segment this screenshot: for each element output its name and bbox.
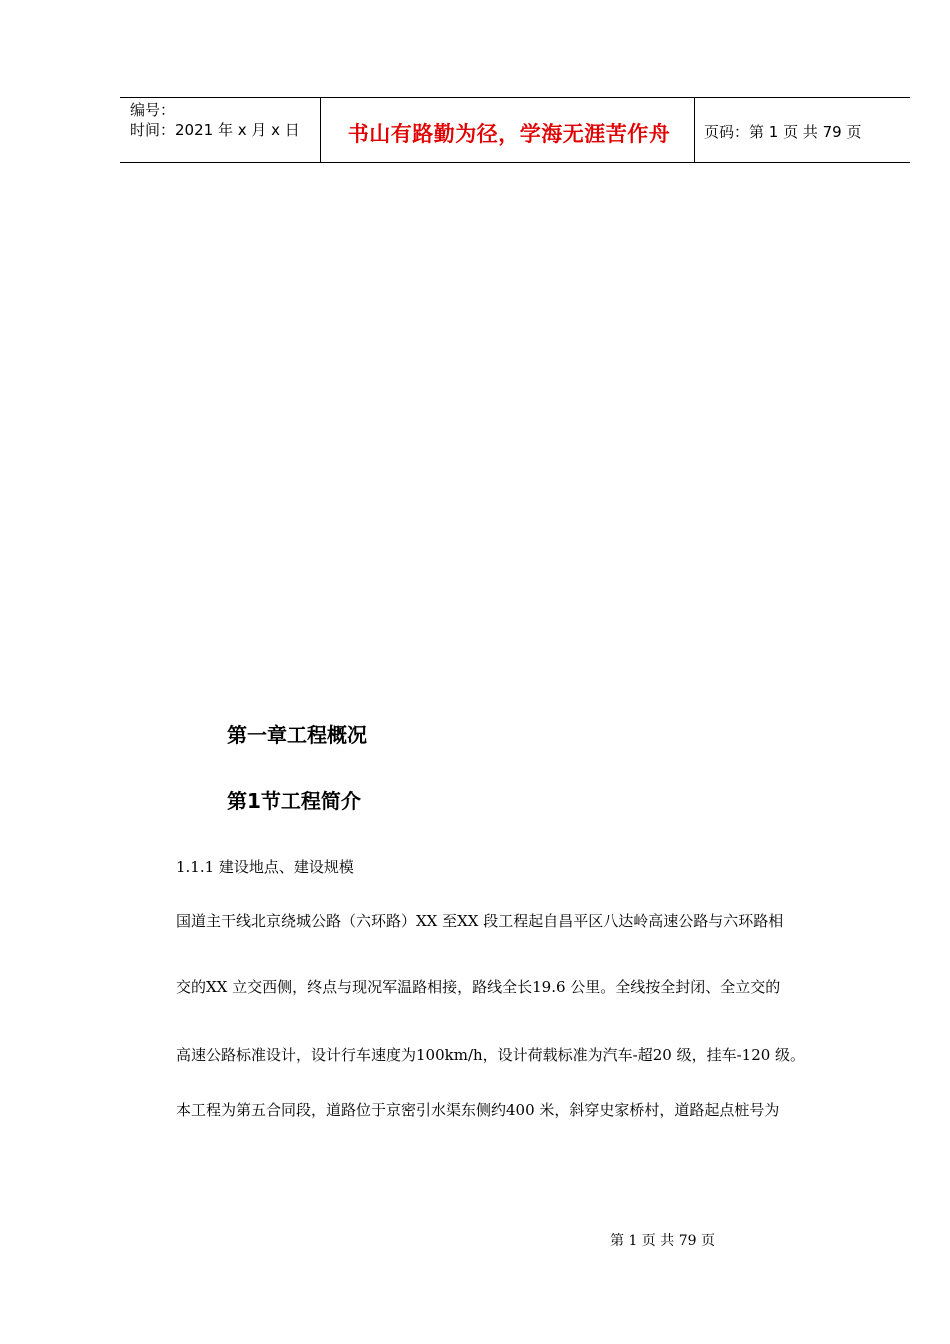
chapter-title: 第一章工程概况 [227,723,367,747]
header-divider-left [320,98,321,162]
header-motto: 书山有路勤为径，学海无涯苦作舟 [347,122,671,146]
paragraph-line: 高速公路标准设计，设计行车速度为100km/h，设计荷载标准为汽车-超20 级，挂车-120 级。 [176,1046,806,1064]
section-title: 第1节工程简介 [227,789,361,813]
paragraph-line: 国道主干线北京绕城公路（六环路）XX 至XX 段工程起自昌平区八达岭高速公路与六环路相 [176,912,784,930]
subsection-title: 1.1.1 建设地点、建设规模 [176,858,354,876]
footer-page-number: 第 1 页 共 79 页 [610,1233,715,1249]
header-divider-right [694,98,695,162]
paragraph-line: 本工程为第五合同段，道路位于京密引水渠东侧约400 米，斜穿史家桥村，道路起点桩号为 [176,1101,780,1119]
header-page-number: 页码：第 1 页 共 79 页 [704,123,862,141]
serial-number-label: 编号： [130,101,176,119]
paragraph-line: 交的XX 立交西侧，终点与现况军温路相接，路线全长19.6 公里。全线按全封闭、全立交的 [176,978,781,996]
document-header [120,97,910,163]
header-left-cell [130,100,300,140]
date-label: 时间：2021 年 x 月 x 日 [130,121,300,139]
